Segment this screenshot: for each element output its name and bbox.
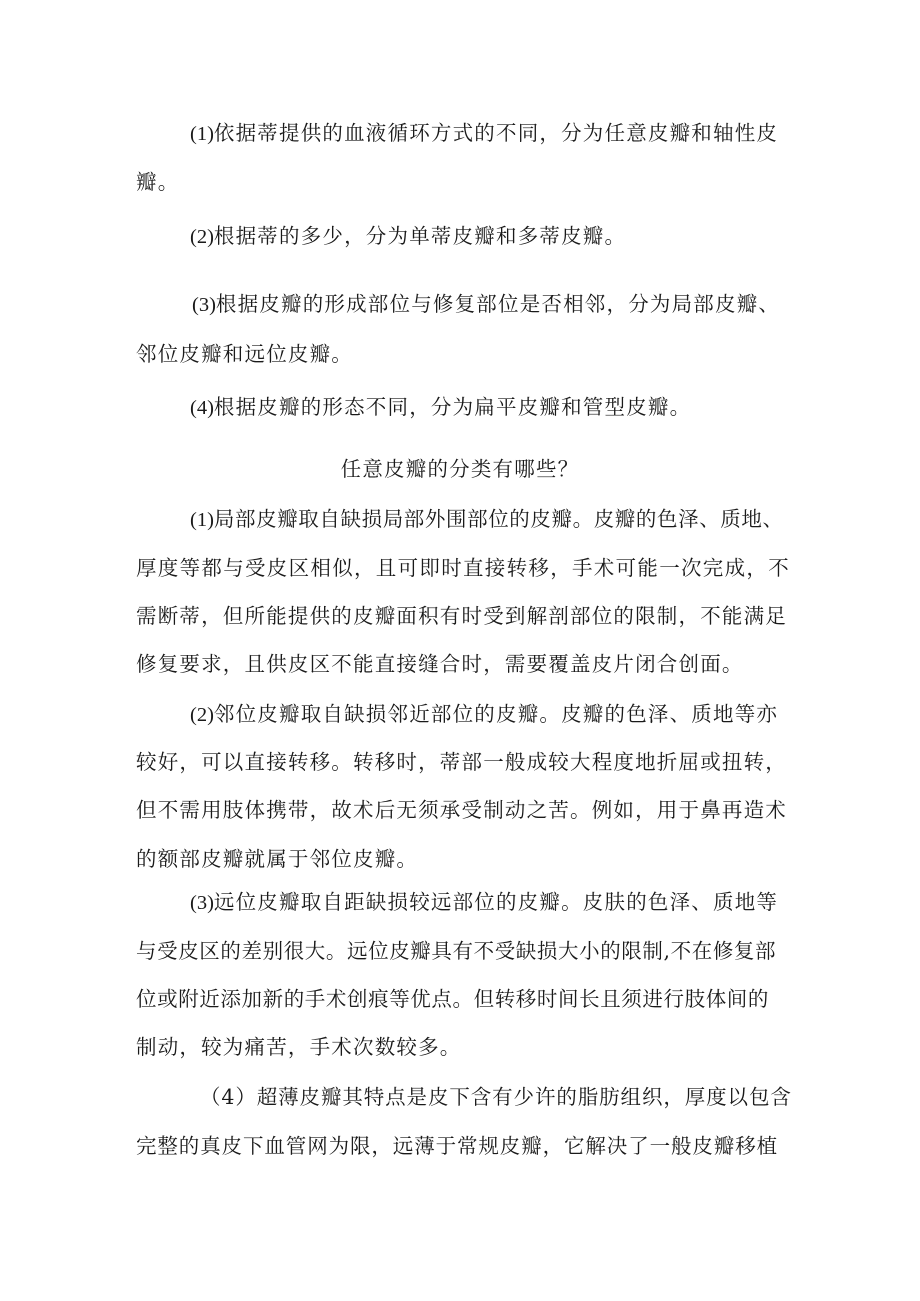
paragraph-text: 根据皮瓣的形成部位与修复部位是否相邻，分为局部皮瓣、 bbox=[215, 292, 781, 316]
section-4-continuation: 完整的真皮下血管网为限，远薄于常规皮瓣，它解决了一般皮瓣移植 bbox=[136, 1134, 778, 1158]
section-number: (3) bbox=[190, 892, 214, 914]
paragraph-number: (2) bbox=[190, 226, 214, 248]
section-1-continuation: 厚度等都与受皮区相似，且可即时直接转移，手术可能一次完成，不 bbox=[136, 556, 790, 580]
section-text: 邻位皮瓣取自缺损邻近部位的皮瓣。皮瓣的色泽、质地等亦 bbox=[213, 702, 779, 726]
section-4 bbox=[200, 1083, 792, 1111]
paragraph-3 bbox=[192, 290, 780, 319]
section-3-continuation: 制动，较为痛苦，手术次数较多。 bbox=[136, 1035, 462, 1059]
paragraph-text: 根据蒂的多少，分为单蒂皮瓣和多蒂皮瓣。 bbox=[213, 224, 627, 248]
section-3-continuation: 与受皮区的差别很大。远位皮瓣具有不受缺损大小的限制,不在修复部 bbox=[136, 939, 777, 963]
paragraph-text: 依据蒂提供的血液循环方式的不同，分为任意皮瓣和轴性皮 bbox=[213, 121, 779, 145]
section-text: 局部皮瓣取自缺损局部外围部位的皮瓣。皮瓣的色泽、质地、 bbox=[213, 507, 784, 531]
section-number: （4） bbox=[200, 1085, 257, 1109]
section-3-continuation: 位或附近添加新的手术创痕等优点。但转移时间长且须进行肢体间的 bbox=[136, 987, 769, 1011]
section-1-continuation: 修复要求，且供皮区不能直接缝合时，需要覆盖皮片闭合创面。 bbox=[136, 652, 744, 676]
paragraph-number: (3) bbox=[192, 294, 216, 316]
section-2-continuation: 的额部皮瓣就属于邻位皮瓣。 bbox=[136, 847, 419, 871]
section-1-continuation: 需断蒂，但所能提供的皮瓣面积有时受到解剖部位的限制，不能满足 bbox=[136, 604, 787, 628]
section-number: (1) bbox=[190, 509, 214, 531]
paragraph-2 bbox=[190, 222, 626, 251]
section-2-continuation: 较好，可以直接转移。转移时，蒂部一般成较大程度地折屈或扭转， bbox=[136, 750, 787, 774]
section-text: 超薄皮瓣其特点是皮下含有少许的脂肪组织，厚度以包含 bbox=[256, 1085, 792, 1109]
section-2-continuation: 但不需用肢体携带，故术后无须承受制动之苦。例如，用于鼻再造术 bbox=[136, 798, 787, 822]
section-heading: 任意皮瓣的分类有哪些？ bbox=[340, 457, 580, 481]
paragraph-4 bbox=[190, 393, 691, 422]
section-number: (2) bbox=[190, 704, 214, 726]
paragraph-1 bbox=[190, 119, 778, 148]
paragraph-text: 根据皮瓣的形态不同，分为扁平皮瓣和管型皮瓣。 bbox=[213, 395, 692, 419]
paragraph-3-continuation: 邻位皮瓣和远位皮瓣。 bbox=[136, 342, 353, 366]
paragraph-number: (1) bbox=[190, 123, 214, 145]
section-3 bbox=[190, 888, 778, 917]
section-1 bbox=[190, 505, 784, 534]
paragraph-number: (4) bbox=[190, 397, 214, 419]
section-2 bbox=[190, 700, 778, 729]
section-text: 远位皮瓣取自距缺损较远部位的皮瓣。皮肤的色泽、质地等 bbox=[213, 890, 779, 914]
paragraph-1-continuation: 瓣。 bbox=[136, 170, 180, 194]
